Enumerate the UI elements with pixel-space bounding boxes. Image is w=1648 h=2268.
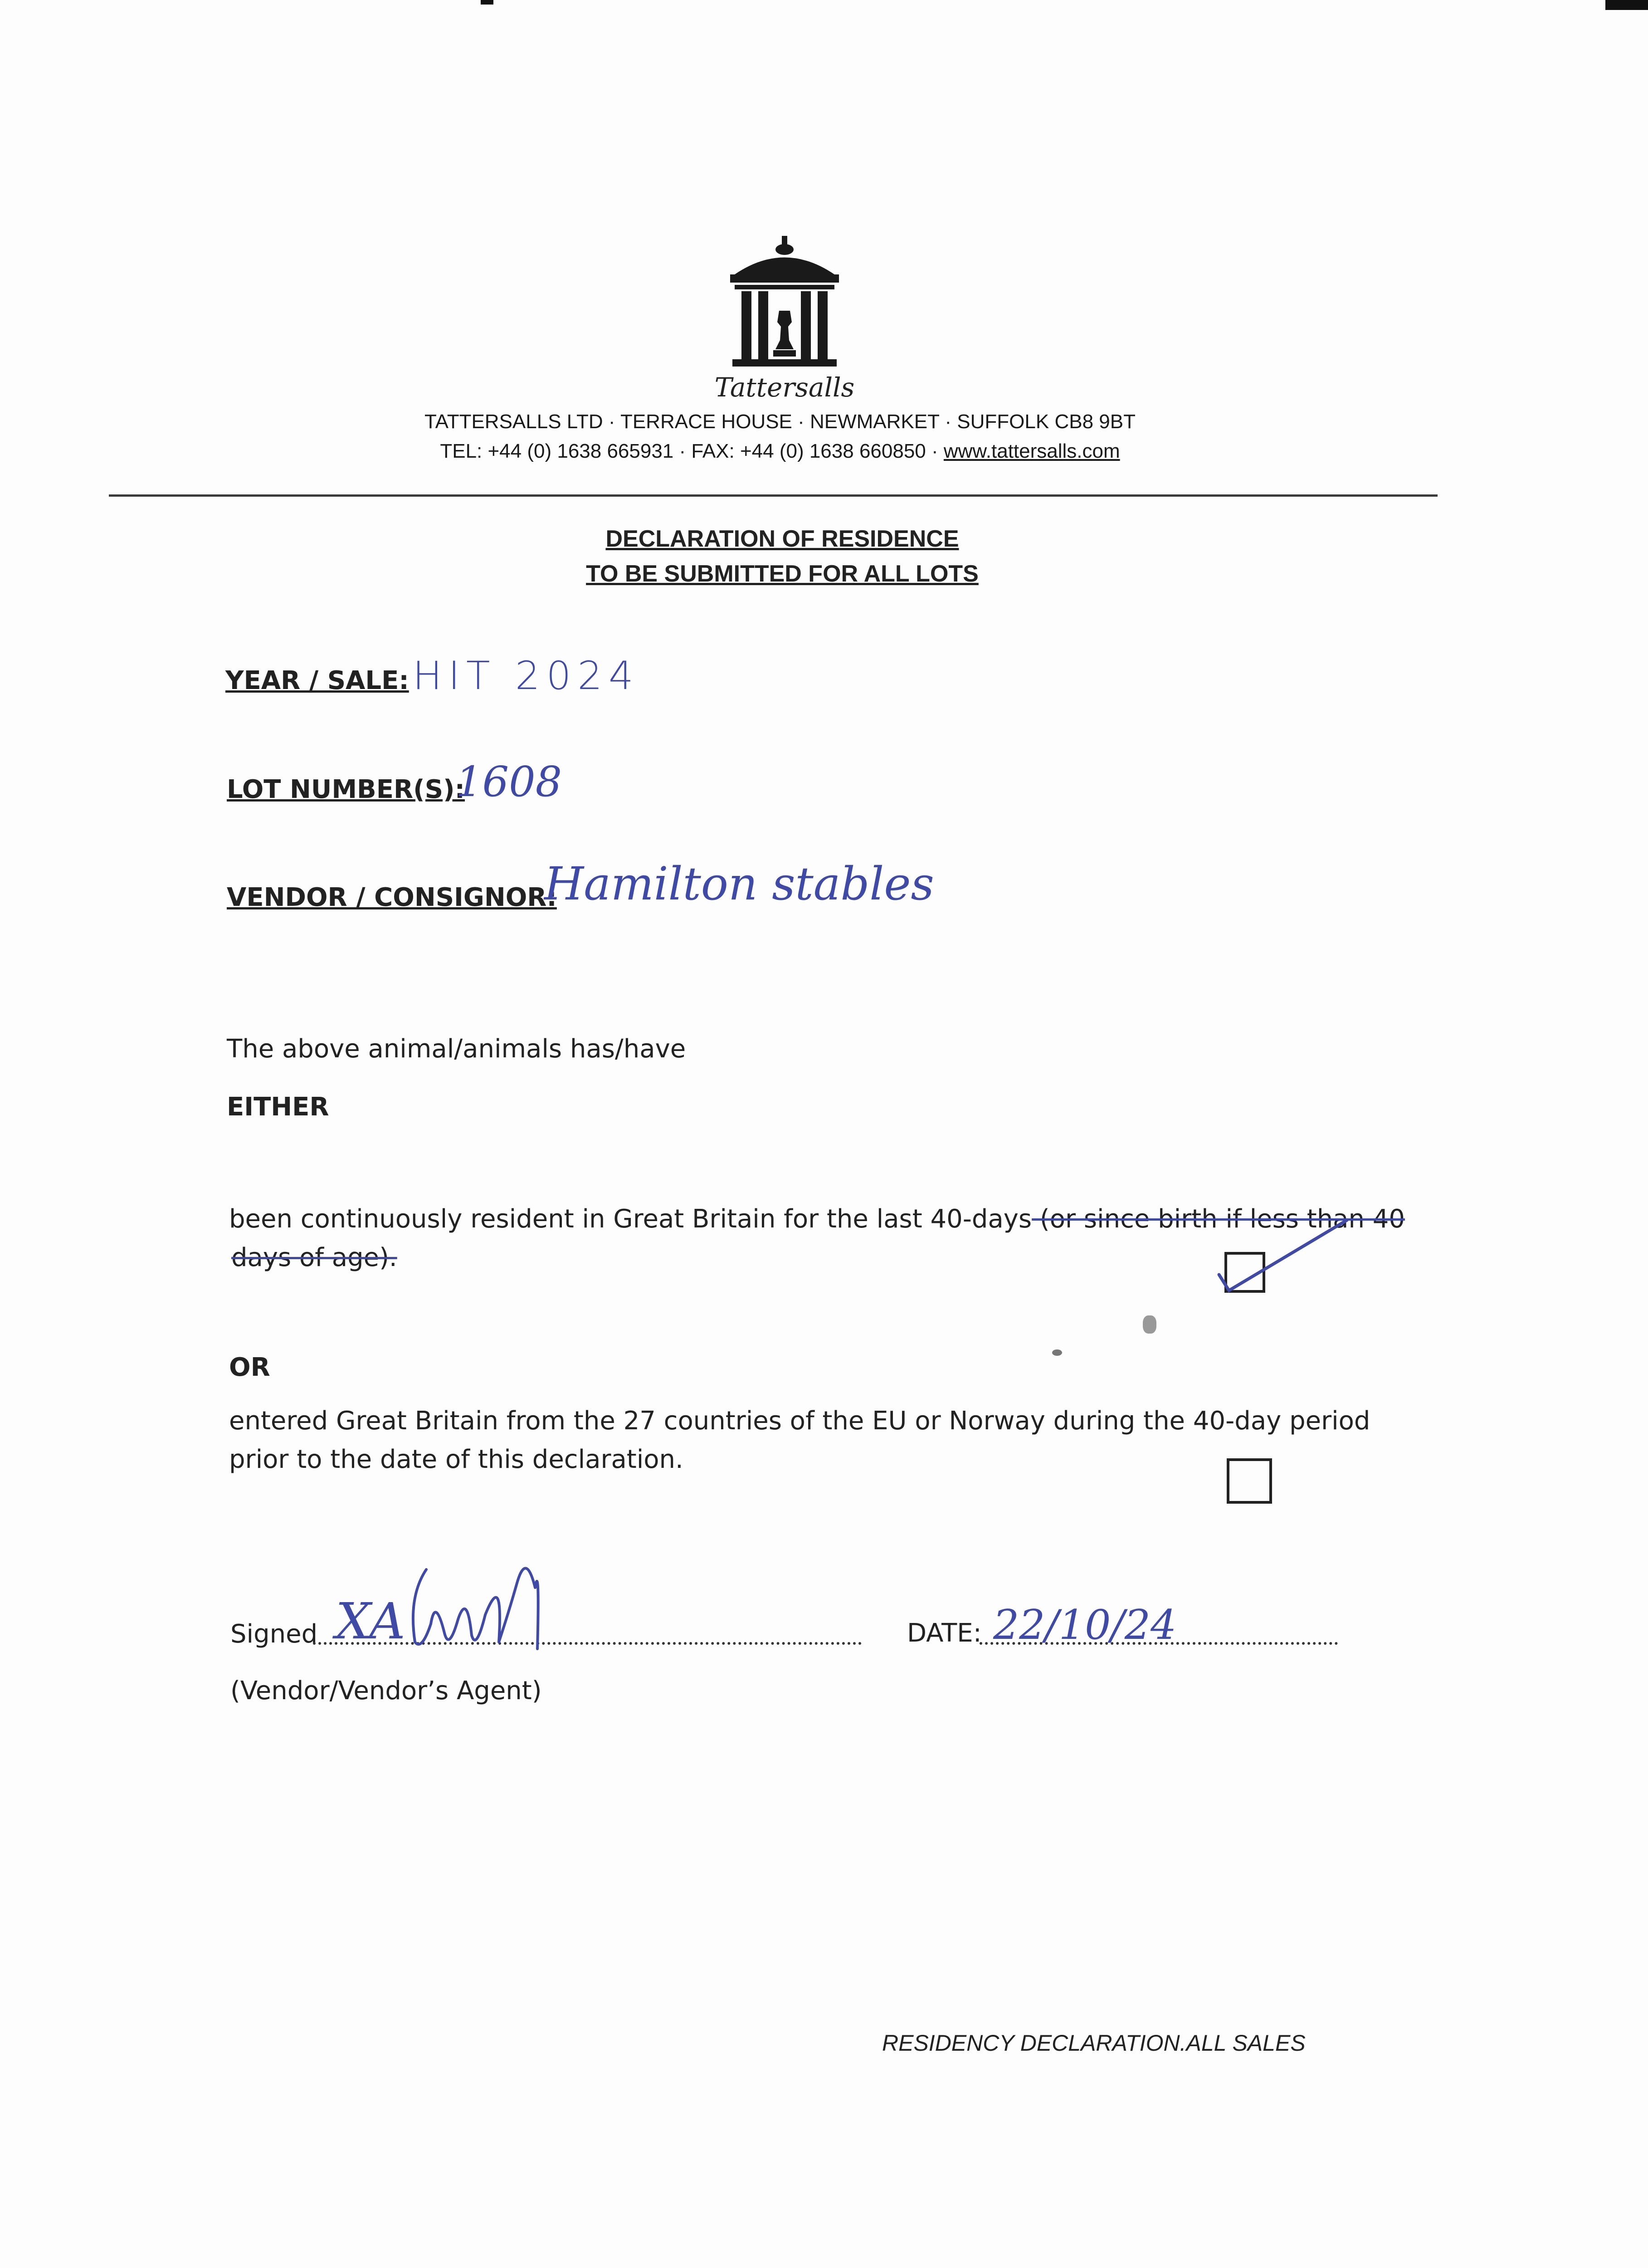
document-title: DECLARATION OF RESIDENCE [605, 526, 959, 552]
checkmark-icon [1211, 1211, 1365, 1302]
scan-mark [481, 0, 493, 5]
date-label: DATE: [907, 1618, 982, 1648]
option-2-checkbox[interactable] [1227, 1458, 1272, 1504]
scan-speck [1052, 1349, 1062, 1356]
year-sale-value[interactable]: HIT 2024 [413, 653, 640, 699]
company-contact [236, 440, 1324, 463]
option-1-struck-continuation: days of age). [231, 1243, 397, 1272]
logo-wordmark: Tattersalls [714, 372, 855, 403]
tattersalls-logo-icon [726, 231, 844, 372]
signature-initials[interactable]: XA [336, 1592, 405, 1650]
option-1-struck-text: (or since birth if less than 40 [1032, 1204, 1405, 1234]
scan-speck [1143, 1315, 1156, 1334]
or-label: OR [229, 1353, 270, 1382]
lot-number-value[interactable]: 1608 [456, 758, 562, 806]
either-label: EITHER [227, 1092, 329, 1122]
option-1-main: been continuously resident in Great Britain for the last 40-days [229, 1204, 1032, 1234]
signed-label: Signed [230, 1619, 318, 1649]
company-address: TATTERSALLS LTD · TERRACE HOUSE · NEWMARKET · SUFFOLK CB8 9BT [424, 411, 1136, 433]
scan-mark [1605, 0, 1648, 10]
declaration-intro: The above animal/animals has/have [227, 1034, 686, 1064]
document-subtitle: TO BE SUBMITTED FOR ALL LOTS [586, 561, 979, 587]
header-divider [109, 494, 1438, 497]
contact-numbers: TEL: +44 (0) 1638 665931 · FAX: +44 (0) 1638 660850 · [440, 440, 944, 462]
footer-reference: RESIDENCY DECLARATION.ALL SALES [882, 2030, 1306, 2056]
option-2-line-2: prior to the date of this declaration. [229, 1445, 683, 1474]
signature-scribble [399, 1542, 603, 1656]
vendor-consignor-value[interactable]: Hamilton stables [544, 857, 934, 910]
date-value[interactable]: 22/10/24 [993, 1601, 1177, 1649]
lot-number-label: LOT NUMBER(S): [227, 775, 465, 804]
year-sale-label: YEAR / SALE: [225, 666, 409, 695]
signer-role-label: (Vendor/Vendor’s Agent) [230, 1676, 542, 1706]
website-link[interactable]: www.tattersalls.com [943, 440, 1120, 462]
option-2-line-1: entered Great Britain from the 27 countries of the EU or Norway during the 40-day period [229, 1406, 1370, 1436]
vendor-consignor-label: VENDOR / CONSIGNOR: [227, 883, 557, 912]
